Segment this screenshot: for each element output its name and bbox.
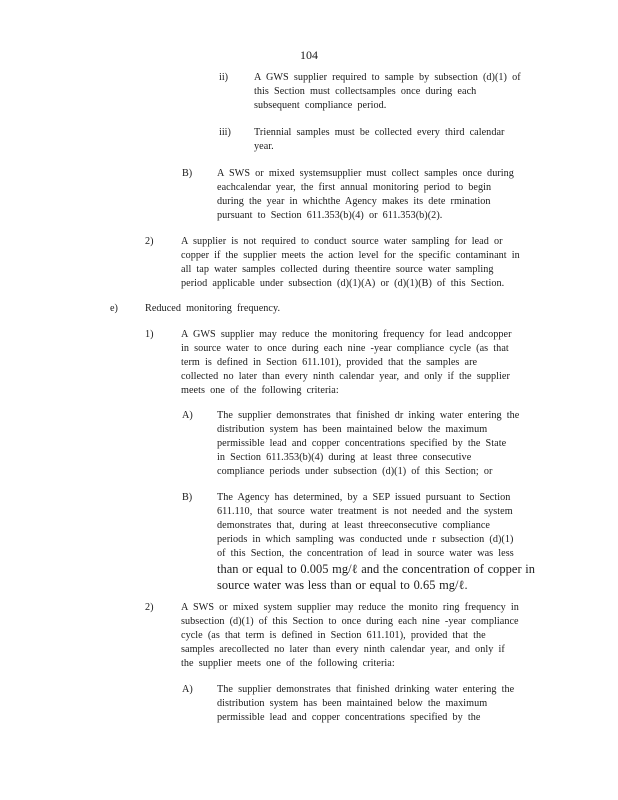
text-line: meets one of the following criteria: bbox=[181, 385, 339, 397]
text-line: The supplier demonstrates that finished dr inking water entering the bbox=[217, 410, 520, 421]
text-line: in source water to once during each nine -year compliance cycle (as that bbox=[181, 343, 509, 355]
paragraph-iii bbox=[254, 126, 544, 154]
text-line: pursuant to Section 611.353(b)(4) or 611.353(b)(2). bbox=[217, 210, 443, 222]
paragraph-A-2 bbox=[217, 683, 552, 725]
text-line: collected no later than every ninth calendar year, and only if the supplier bbox=[181, 371, 510, 383]
paragraph-A bbox=[217, 409, 552, 479]
text-line: Reduced monitoring frequency. bbox=[145, 303, 281, 314]
text-line: permissible lead and copper concentrations specified by the State bbox=[217, 438, 507, 450]
text-line: copper if the supplier meets the action level for the specific contaminant in bbox=[181, 250, 520, 262]
text-line: permissible lead and copper concentrations specified by the bbox=[217, 712, 481, 724]
text-line: The supplier demonstrates that finished drinking water entering the bbox=[217, 684, 515, 695]
text-line: 611.110, that source water treatment is not needed and the system bbox=[217, 506, 513, 518]
text-line: subsection (d)(1) of this Section to once during each nine -year compliance bbox=[181, 616, 519, 628]
text-line: The Agency has determined, by a SEP issued pursuant to Section bbox=[217, 492, 511, 503]
text-line: Triennial samples must be collected every third calendar bbox=[254, 127, 505, 138]
text-line: A GWS supplier required to sample by subsection (d)(1) of bbox=[254, 72, 521, 83]
text-line: demonstrates that, during at least threeconsecutive compliance bbox=[217, 520, 490, 532]
page-number: 104 bbox=[300, 48, 318, 62]
text-line: A SWS or mixed systemsupplier must collect samples once during bbox=[217, 168, 514, 179]
text-line: samples arecollected no later than every ninth calendar year, and only if bbox=[181, 644, 505, 656]
text-line: in Section 611.353(b)(4) during at least three consecutive bbox=[217, 452, 472, 464]
paragraph-2 bbox=[181, 235, 551, 291]
text-line: all tap water samples collected during theentire source water sampling bbox=[181, 264, 494, 276]
paragraph-ii bbox=[254, 71, 544, 113]
text-line-large: source water was less than or equal to 0.65 mg/ℓ. bbox=[217, 578, 468, 593]
text-line: compliance periods under subsection (d)(1) of this Section; or bbox=[217, 466, 493, 478]
item-label-B: B) bbox=[182, 168, 193, 179]
text-line: A GWS supplier may reduce the monitoring frequency for lead andcopper bbox=[181, 329, 512, 340]
item-label-2-b: 2) bbox=[145, 602, 154, 613]
item-label-2: 2) bbox=[145, 236, 154, 247]
item-label-A: A) bbox=[182, 410, 193, 421]
paragraph-B bbox=[217, 167, 547, 223]
item-label-iii: iii) bbox=[219, 127, 231, 138]
text-line: the supplier meets one of the following criteria: bbox=[181, 658, 395, 670]
paragraph-2-b bbox=[181, 601, 551, 671]
text-line: term is defined in Section 611.101), provided that the samples are bbox=[181, 357, 478, 369]
text-line: period applicable under subsection (d)(1)(A) or (d)(1)(B) of this Section. bbox=[181, 278, 505, 290]
item-label-ii: ii) bbox=[219, 72, 229, 83]
text-line: during the year in whichthe Agency makes its dete rmination bbox=[217, 196, 491, 208]
text-line: A supplier is not required to conduct source water sampling for lead or bbox=[181, 236, 503, 247]
item-label-1: 1) bbox=[145, 329, 154, 340]
paragraph-1 bbox=[181, 328, 551, 398]
item-label-B-2: B) bbox=[182, 492, 193, 503]
paragraph-B-2 bbox=[217, 491, 552, 593]
text-line: of this Section, the concentration of lead in source water was less bbox=[217, 548, 514, 560]
text-line: distribution system has been maintained below the maximum bbox=[217, 698, 488, 710]
text-line: this Section must collectsamples once during each bbox=[254, 86, 477, 98]
text-line: distribution system has been maintained below the maximum bbox=[217, 424, 488, 436]
section-heading-e bbox=[145, 302, 345, 316]
text-line: periods in which sampling was conducted unde r subsection (d)(1) bbox=[217, 534, 514, 546]
text-line: subsequent compliance period. bbox=[254, 100, 387, 112]
item-label-A-2: A) bbox=[182, 684, 193, 695]
text-line: cycle (as that term is defined in Section 611.101), provided that the bbox=[181, 630, 486, 642]
text-line: year. bbox=[254, 141, 274, 153]
text-line-large: than or equal to 0.005 mg/ℓ and the concentration of copper in bbox=[217, 562, 536, 577]
text-line: A SWS or mixed system supplier may reduce the monito ring frequency in bbox=[181, 602, 519, 613]
item-label-e: e) bbox=[110, 303, 118, 314]
text-line: eachcalendar year, the first annual monitoring period to begin bbox=[217, 182, 492, 194]
